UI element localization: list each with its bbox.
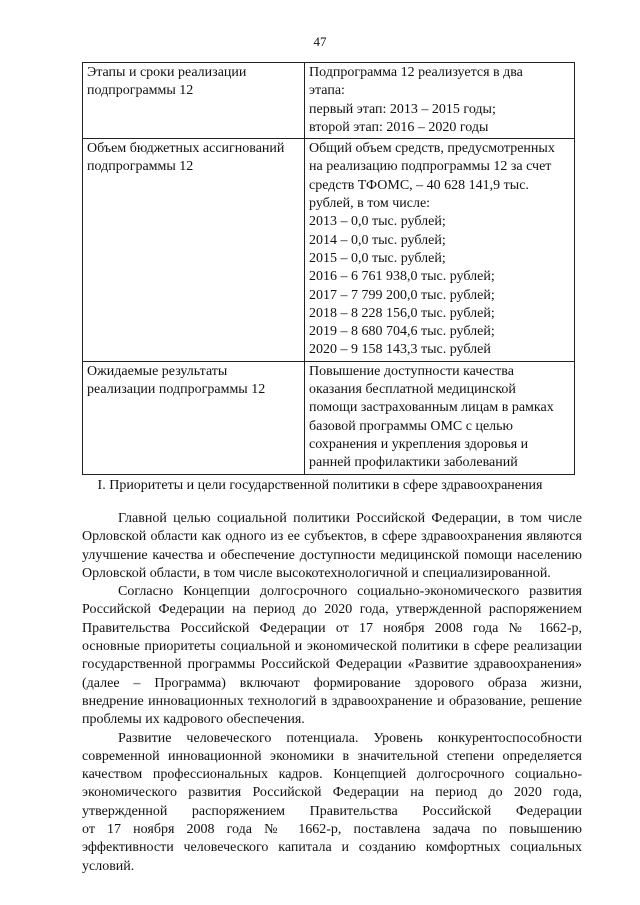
paragraph-line: Развитие человеческого потенциала. Уровень конкурентоспособности xyxy=(118,730,582,746)
paragraph-line: улучшение качества и обеспечение доступности медицинской помощи населению xyxy=(82,547,582,563)
paragraph-line: Орловской области как одного из ее субъектов, в сфере здравоохранения являются xyxy=(82,529,582,545)
subprogram-passport-table xyxy=(82,62,575,475)
paragraph xyxy=(82,583,582,729)
row-value-line: Подпрограмма 12 реализуется в два xyxy=(309,65,523,80)
row-value-line: первый этап: 2013 – 2015 годы; xyxy=(309,101,496,117)
paragraph-line: Орловской области, в том числе высокотехнологичной и специализированной. xyxy=(82,565,551,581)
row-value-line: 2014 – 0,0 тыс. рублей; xyxy=(309,232,446,248)
paragraph-line: Главной целью социальной политики Российской Федерации, в том числе xyxy=(118,511,582,526)
row-value-line: этапа: xyxy=(309,83,345,99)
paragraph xyxy=(82,510,582,583)
row-value-line: Повышение доступности качества xyxy=(309,363,514,379)
row-label-line: Объем бюджетных ассигнований xyxy=(87,141,285,157)
row-label-cell xyxy=(83,361,305,474)
paragraph-line: современной инновационной экономики в значительной степени определяется xyxy=(82,748,582,764)
row-value-line: помощи застрахованным лицам в рамках xyxy=(309,400,554,416)
paragraph-line: качеством профессиональных кадров. Концепцией долгосрочного социально- xyxy=(82,767,582,783)
paragraph-line: от 17 ноября 2008 года № 1662-р, поставлена задача по повышению xyxy=(82,822,582,838)
paragraph-line: экономического развития Российской Федерации на период до 2020 года, xyxy=(82,785,582,801)
paragraph-line: (далее – Программа) включают формирование здорового образа жизни, xyxy=(82,675,582,691)
row-label-line: Ожидаемые результаты xyxy=(87,363,228,379)
table-row xyxy=(83,361,575,474)
row-label-line: реализации подпрограммы 12 xyxy=(87,382,266,398)
paragraph xyxy=(82,730,582,876)
body-text xyxy=(82,510,582,876)
table-row xyxy=(83,63,575,139)
row-value-line: 2016 – 6 761 938,0 тыс. рублей; xyxy=(309,269,495,285)
paragraph-line: основные приоритеты социальной и экономической политики в сфере реализации xyxy=(82,639,582,655)
row-label-cell xyxy=(83,63,305,139)
row-value-cell xyxy=(305,361,575,474)
paragraph-line: Правительства Российской Федерации от 17 ноября 2008 года № 1662-р, xyxy=(82,620,582,636)
row-value-line: 2017 – 7 799 200,0 тыс. рублей; xyxy=(309,287,495,303)
row-value-line: 2018 – 8 228 156,0 тыс. рублей; xyxy=(309,305,495,321)
row-value-cell xyxy=(305,63,575,139)
row-label-line: подпрограммы 12 xyxy=(87,159,194,175)
paragraph-line: внедрение инновационных технологий в здравоохранение и образование, решение xyxy=(82,693,582,709)
paragraph-line: утвержденной распоряжением Правительства Российской Федерации xyxy=(82,803,582,819)
page-number: 47 xyxy=(313,34,327,49)
row-value-line: оказания бесплатной медицинской xyxy=(309,382,516,398)
row-value-line: на реализацию подпрограммы 12 за счет xyxy=(309,159,552,175)
row-label-line: подпрограммы 12 xyxy=(87,83,194,99)
paragraph-line: условий. xyxy=(82,858,135,874)
paragraph-line: проблемы их кадрового обеспечения. xyxy=(82,712,305,728)
row-label-line: Этапы и сроки реализации xyxy=(87,65,247,80)
row-value-line: базовой программы ОМС с целью xyxy=(309,418,514,434)
row-value-line: 2020 – 9 158 143,3 тыс. рублей xyxy=(309,342,491,358)
table-row xyxy=(83,139,575,362)
row-value-line: Общий объем средств, предусмотренных xyxy=(309,141,555,157)
row-value-line: второй этап: 2016 – 2020 годы xyxy=(309,119,489,135)
row-value-line: ранней профилактики заболеваний xyxy=(309,455,518,471)
row-value-line: рублей, в том числе: xyxy=(309,196,431,212)
row-value-line: 2015 – 0,0 тыс. рублей; xyxy=(309,250,446,266)
row-value-line: сохранения и укрепления здоровья и xyxy=(309,436,529,452)
row-value-cell xyxy=(305,139,575,362)
section-title: I. Приоритеты и цели государственной политики в сфере здравоохранения xyxy=(97,478,543,493)
row-label-cell xyxy=(83,139,305,362)
row-value-line: средств ТФОМС, – 40 628 141,9 тыс. xyxy=(309,177,529,193)
paragraph-line: Российской Федерации на период до 2020 года, утвержденной распоряжением xyxy=(82,602,582,618)
paragraph-line: эффективности человеческого капитала и созданию комфортных социальных xyxy=(82,840,582,856)
paragraph-line: государственной программы Российской Федерации «Развитие здравоохранения» xyxy=(82,657,582,673)
row-value-line: 2019 – 8 680 704,6 тыс. рублей; xyxy=(309,324,495,340)
paragraph-line: Согласно Концепции долгосрочного социально-экономического развития xyxy=(118,584,582,600)
row-value-line: 2013 – 0,0 тыс. рублей; xyxy=(309,214,446,230)
